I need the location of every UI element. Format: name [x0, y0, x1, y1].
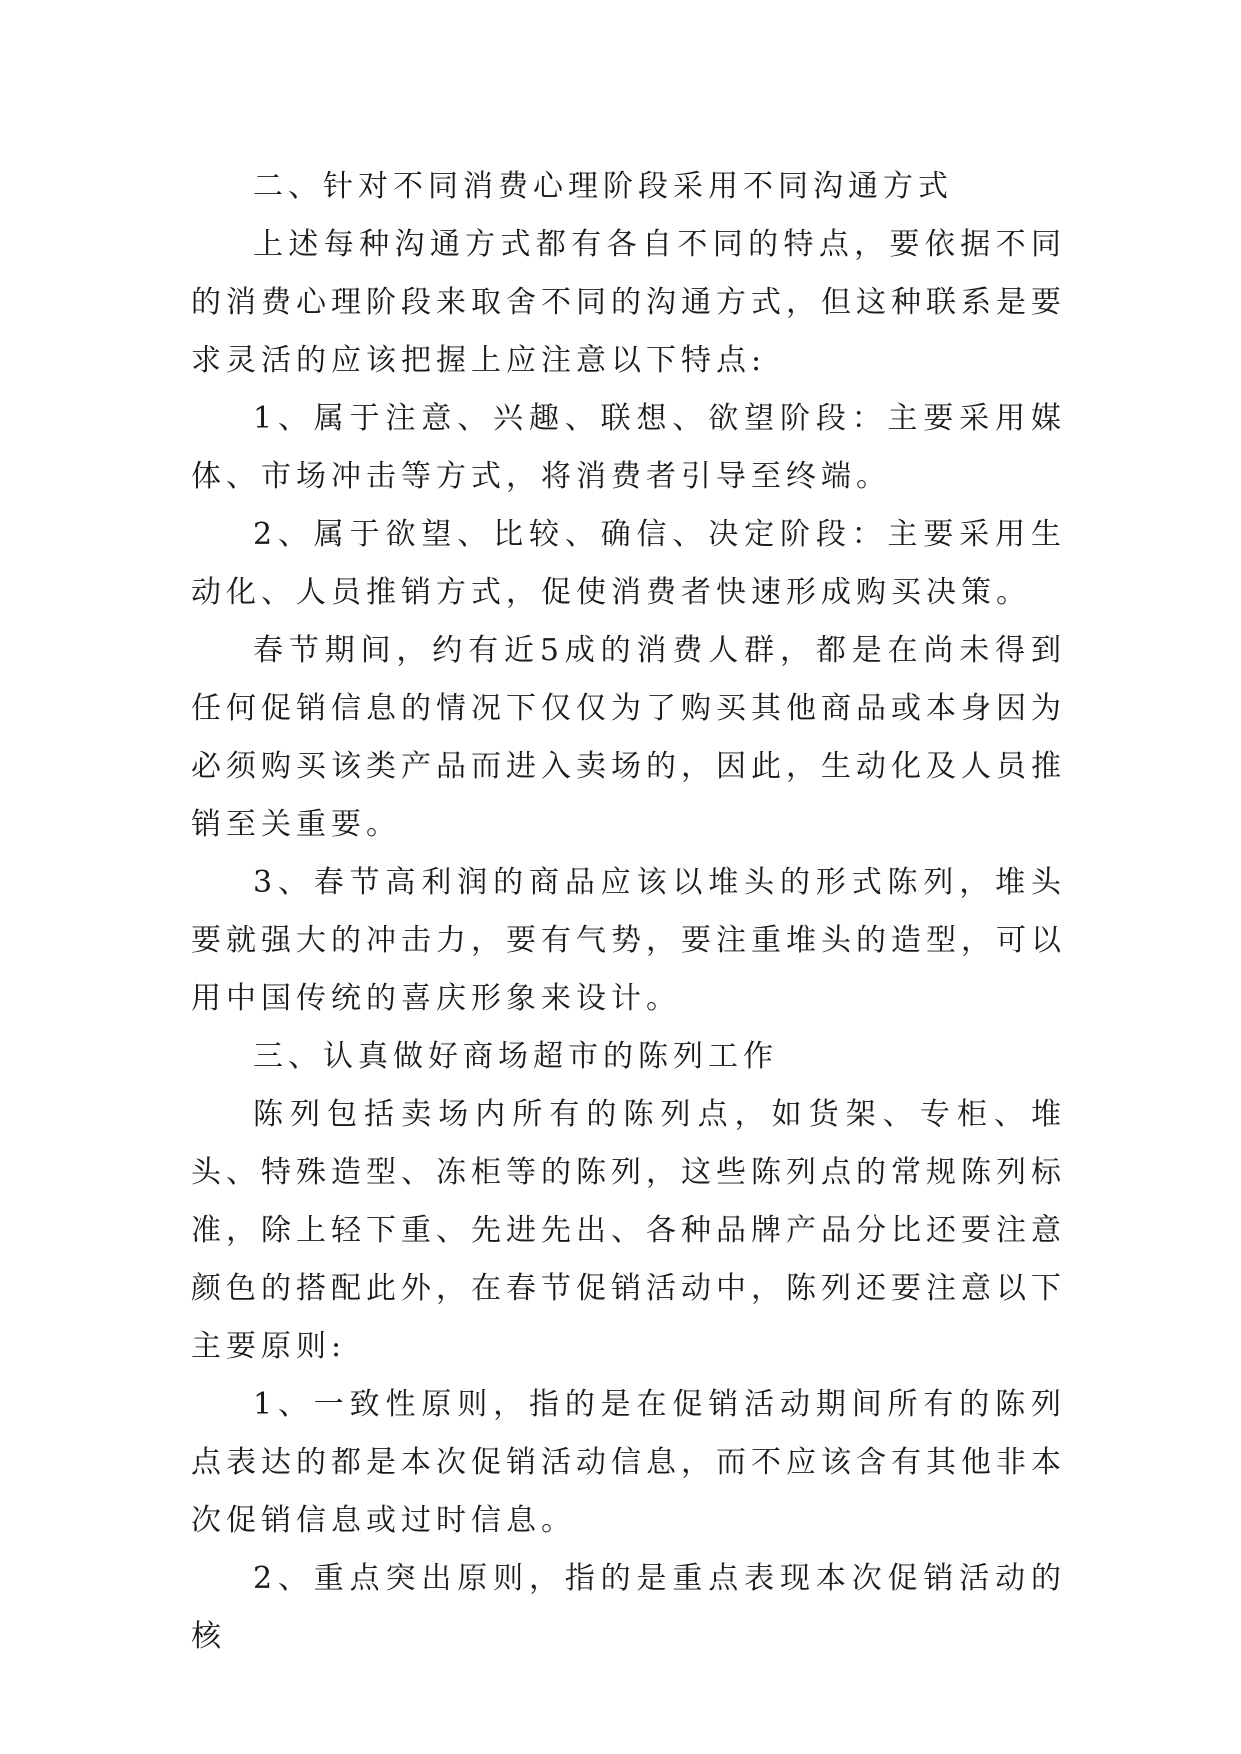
list-item-1: 1、属于注意、兴趣、联想、欲望阶段：主要采用媒体、市场冲击等方式，将消费者引导至终端。 [191, 401, 1066, 494]
section-heading-2: 二、针对不同消费心理阶段采用不同沟通方式 [253, 169, 953, 204]
paragraph-intro: 上述每种沟通方式都有各自不同的特点，要依据不同的消费心理阶段来取舍不同的沟通方式，但这种联系是要求灵活的应该把握上应注意以下特点: [191, 227, 1066, 378]
section-heading-3: 三、认真做好商场超市的陈列工作 [253, 1039, 778, 1074]
list-item-2: 2、属于欲望、比较、确信、决定阶段：主要采用生动化、人员推销方式，促使消费者快速形成购买决策。 [191, 517, 1066, 610]
list-item-3: 3、春节高利润的商品应该以堆头的形式陈列，堆头要就强大的冲击力，要有气势，要注重堆头的造型，可以用中国传统的喜庆形象来设计。 [191, 865, 1066, 1016]
principle-item-1: 1、一致性原则，指的是在促销活动期间所有的陈列点表达的都是本次促销活动信息，而不应该含有其他非本次促销信息或过时信息。 [191, 1387, 1066, 1538]
principle-item-2: 2、重点突出原则，指的是重点表现本次促销活动的核 [191, 1561, 1066, 1654]
paragraph-display: 陈列包括卖场内所有的陈列点，如货架、专柜、堆头、特殊造型、冻柜等的陈列，这些陈列点的常规陈列标准，除上轻下重、先进先出、各种品牌产品分比还要注意颜色的搭配此外，在春节促销活动中，陈列还要注意以下主要原则: [191, 1097, 1066, 1364]
document-body [191, 158, 1066, 1666]
paragraph-spring-festival: 春节期间，约有近5成的消费人群，都是在尚未得到任何促销信息的情况下仅仅为了购买其他商品或本身因为必须购买该类产品而进入卖场的，因此，生动化及人员推销至关重要。 [191, 633, 1066, 842]
